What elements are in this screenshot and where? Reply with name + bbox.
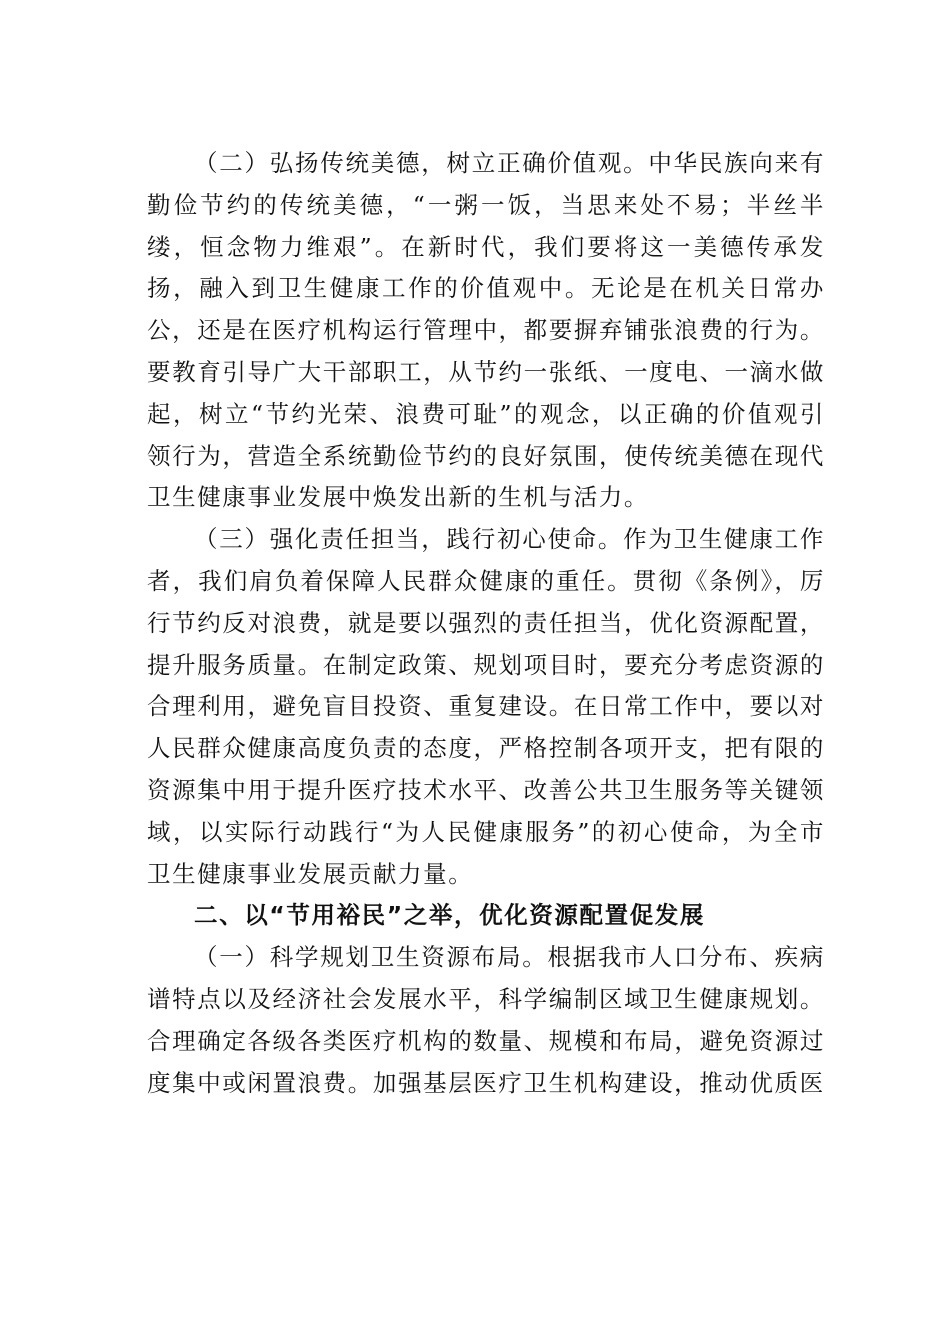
paragraph-responsibility: （三）强化责任担当，践行初心使命。作为卫生健康工作者，我们肩负着保障人民群众健康的重任。贯彻《条例》，厉行节约反对浪费，就是要以强烈的责任担当，优化资源配置，提升服务质量。在制定政策、规划项目时，要充分考虑资源的合理利用，避免盲目投资、重复建设。在日常工作中，要以对人民群众健康高度负责的态度，严格控制各项开支，把有限的资源集中用于提升医疗技术水平、改善公共卫生服务等关键领域，以实际行动践行“为人民健康服务”的初心使命，为全市卫生健康事业发展贡献力量。 [147,525,825,888]
paragraph-planning: （一）科学规划卫生资源布局。根据我市人口分布、疾病谱特点以及经济社会发展水平，科学编制区域卫生健康规划。合理确定各级各类医疗机构的数量、规模和布局，避免资源过度集中或闲置浪费。加强基层医疗卫生机构建设，推动优质医 [147,943,825,1097]
document-page [147,143,825,1104]
section-heading-2: 二、以“节用裕民”之举，优化资源配置促发展 [194,901,705,930]
paragraph-virtue: （二）弘扬传统美德，树立正确价值观。中华民族向来有勤俭节约的传统美德，“一粥一饭，当思来处不易；半丝半缕，恒念物力维艰”。在新时代，我们要将这一美德传承发扬，融入到卫生健康工作的价值观中。无论是在机关日常办公，还是在医疗机构运行管理中，都要摒弃铺张浪费的行为。要教育引导广大干部职工，从节约一张纸、一度电、一滴水做起，树立“节约光荣、浪费可耻”的观念，以正确的价值观引领行为，营造全系统勤俭节约的良好氛围，使传统美德在现代卫生健康事业发展中焕发出新的生机与活力。 [147,149,825,512]
